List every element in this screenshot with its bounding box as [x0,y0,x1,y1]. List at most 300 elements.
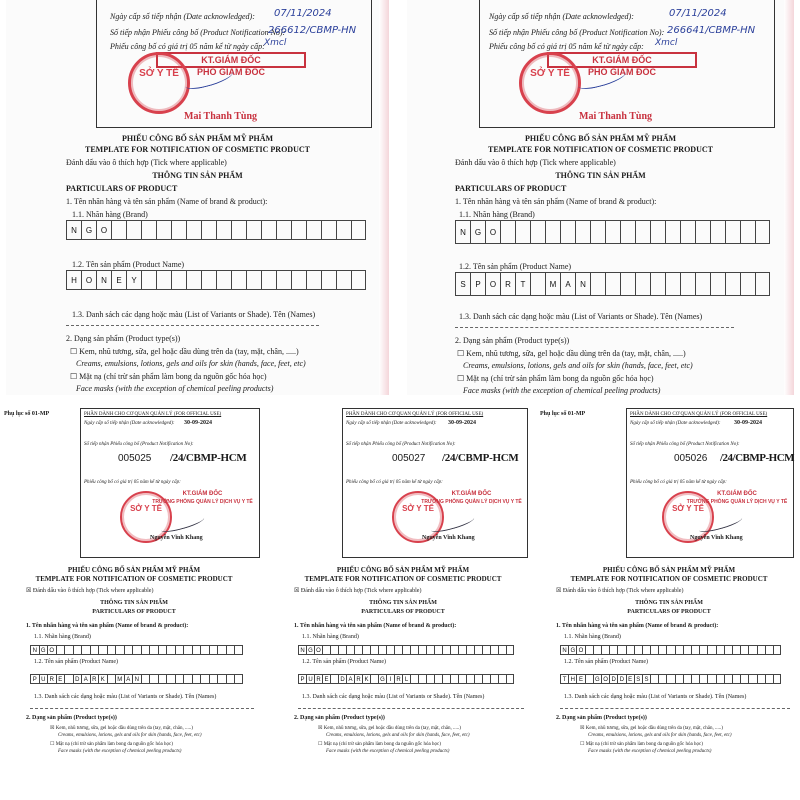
letter-box [680,272,695,296]
signer-name: Nguyễn Vĩnh Khang [690,535,743,541]
letter-box [765,674,773,684]
letter-box [141,645,150,655]
letter-box [402,645,410,655]
letter-box [650,272,665,296]
letter-box [192,674,201,684]
letter-box [450,645,458,655]
question-2: 2. Dạng sản phẩm (Product type(s)) [556,715,647,721]
letter-box: G [378,674,386,684]
validity-label: Phiếu công bố có giá trị 05 năm kể từ ngày cấp: [630,480,727,485]
letter-box [732,645,740,655]
validity-label: Phiếu công bố có giá trị 05 năm kể từ ngày cấp: [84,480,181,485]
letter-box [141,220,156,240]
letter-box [500,220,515,244]
letter-box [601,645,609,655]
type-cream-vi: ☒ Kem, nhũ tương, sữa, gel hoặc dầu dùng trên da (tay, mặt, chân, .....) [318,726,461,731]
question-1: 1. Tên nhãn hàng và tên sản phẩm (Name of brand & product): [294,623,457,629]
form-title-vi: PHIẾU CÔNG BỐ SẢN PHẨM MỸ PHẨM [336,566,470,574]
letter-box: P [470,272,485,296]
letter-box [530,220,545,244]
signer-name: Nguyễn Vĩnh Khang [422,535,475,541]
letter-box [200,645,209,655]
product-name-label: 1.2. Tên sản phẩm (Product Name) [564,659,649,665]
letter-box [695,272,710,296]
letter-box: D [609,674,617,684]
letter-box [90,645,99,655]
letter-box: N [66,220,81,240]
type-mask-vi: ☐ Mặt nạ (chỉ trừ sản phẩm làm bong da nguồn gốc hóa học) [318,742,441,747]
type-cream-vi: ☒ Kem, nhũ tương, sữa, gel hoặc dầu dùng trên da (tay, mặt, chân, .....) [580,726,723,731]
letter-box [695,220,710,244]
letter-box [56,645,65,655]
letter-box [132,645,141,655]
type-cream-en: Creams, emulsions, lotions, gels and oils for skin (hands, face, feet, etc) [76,359,306,368]
letter-box [665,220,680,244]
type-cream-en: Creams, emulsions, lotions, gels and oils for skin (hands, face, feet, etc) [588,733,732,738]
letter-box [498,645,506,655]
letter-box [458,645,466,655]
letter-box: R [354,674,362,684]
letter-box [699,674,707,684]
letter-box: S [642,674,650,684]
letter-box: O [601,674,609,684]
type-cream-en: Creams, emulsions, lotions, gels and oils for skin (hands, face, feet, etc) [326,733,470,738]
variants-line [455,327,734,328]
number-value: 266641/CBMP-HN [667,25,756,36]
section-title-vi: THÔNG TIN SẢN PHẨM [555,171,646,180]
letter-box [482,645,490,655]
letter-box [666,674,674,684]
letter-box [707,674,715,684]
date-label: Ngày cấp số tiếp nhận (Date acknowledged): [84,421,175,426]
letter-box [585,674,593,684]
letter-box [81,645,90,655]
section-title-en: PARTICULARS OF PRODUCT [92,609,176,615]
letter-box [626,645,634,655]
number-value: 266612/CBMP-HN [268,25,357,36]
letter-box: K [362,674,370,684]
brand-boxes [30,645,243,655]
type-cream-vi: ☐ Kem, nhũ tương, sữa, gel hoặc dầu dùng trên da (tay, mặt, chân, .....) [70,347,299,356]
letter-box: G [470,220,485,244]
letter-box: G [593,674,601,684]
letter-box [658,645,666,655]
letter-box [732,674,740,684]
letter-box [394,645,402,655]
form-title-vi: PHIẾU CÔNG BỐ SẢN PHẨM MỸ PHẨM [121,134,274,143]
letter-box [200,674,209,684]
form-title-vi: PHIẾU CÔNG BỐ SẢN PHẨM MỸ PHẨM [602,566,736,574]
letter-box [276,270,291,290]
letter-box [755,272,770,296]
tick-instruction: Đánh dấu vào ô thích hợp (Tick where applicable) [66,158,227,167]
date-label: Ngày cấp số tiếp nhận (Date acknowledged): [110,12,255,21]
number-value: 005026 [674,453,708,464]
variants-line [560,708,790,709]
tick-instruction: ☒ Đánh dấu vào ô thích hợp (Tick where applicable) [556,588,684,594]
letter-box: N [30,645,39,655]
letter-box: E [111,270,126,290]
form-title-en: TEMPLATE FOR NOTIFICATION OF COSMETIC PRODUCT [570,575,768,583]
date-label: Ngày cấp số tiếp nhận (Date acknowledged): [346,421,437,426]
letter-box [291,220,306,240]
brand-label: 1.1. Nhãn hàng (Brand) [564,634,621,640]
letter-box [322,645,330,655]
question-1: 1. Tên nhãn hàng và tên sản phẩm (Name of brand & product): [455,197,657,206]
number-label: Số tiếp nhận Phiếu công bố (Product Notification No): [346,442,456,447]
section-title-vi: THÔNG TIN SẢN PHẨM [100,600,168,606]
product-name-boxes [560,674,781,684]
letter-box [410,645,418,655]
letter-box [458,674,466,684]
letter-box: M [545,272,560,296]
signer-title-1: KT.GIÁM ĐỐC [451,491,492,497]
type-mask-en: Face masks (with the exception of chemical peeling products) [326,749,450,754]
letter-box: U [306,674,314,684]
letter-box [434,645,442,655]
letter-box [740,220,755,244]
letter-box [691,645,699,655]
product-name-label: 1.2. Tên sản phẩm (Product Name) [459,262,572,271]
type-mask-vi: ☐ Mặt nạ (chỉ trừ sản phẩm làm bong da nguồn gốc hóa học) [50,742,173,747]
letter-box [226,674,235,684]
letter-box [748,645,756,655]
letter-box: A [124,674,133,684]
letter-box: U [39,674,48,684]
form-title-en: TEMPLATE FOR NOTIFICATION OF COSMETIC PRODUCT [85,145,310,154]
signer-title-1: KT.GIÁM ĐỐC [182,491,223,497]
letter-box [620,272,635,296]
letter-box: D [617,674,625,684]
letter-box: I [386,674,394,684]
validity-value: Xmcl [264,38,287,48]
question-1: 1. Tên nhãn hàng và tên sản phẩm (Name of brand & product): [26,623,189,629]
letter-box: R [314,674,322,684]
section-title-vi: THÔNG TIN SẢN PHẨM [369,600,437,606]
letter-box: G [81,220,96,240]
letter-box [186,270,201,290]
letter-box [354,645,362,655]
signer-title-2: TRƯỞNG PHÒNG QUẢN LÝ DỊCH VỤ Y TẾ [421,499,522,505]
type-cream-vi: ☒ Kem, nhũ tương, sữa, gel hoặc dầu dùng trên da (tay, mặt, chân, .....) [50,726,193,731]
letter-box [757,645,765,655]
brand-label: 1.1. Nhãn hàng (Brand) [302,634,359,640]
letter-box [740,674,748,684]
letter-box: D [73,674,82,684]
tick-instruction: ☒ Đánh dấu vào ô thích hợp (Tick where applicable) [294,588,422,594]
letter-box [605,272,620,296]
official-use: PHẦN DÀNH CHO CƠ QUAN QUẢN LÝ (FOR OFFICIAL USE) [346,412,484,417]
letter-box [209,645,218,655]
letter-box: G [39,645,48,655]
letter-box [115,645,124,655]
validity-label: Phiếu công bố có giá trị 05 năm kể từ ngày cấp: [489,42,644,51]
variants-label: 1.3. Danh sách các dạng hoặc màu (List of Variants or Shade). Tên (Names) [302,694,485,700]
letter-box [166,645,175,655]
letter-box [330,645,338,655]
validity-label: Phiếu công bố có giá trị 05 năm kể từ ngày cấp: [110,42,265,51]
date-value: 30-09-2024 [448,420,476,426]
question-2: 2. Dạng sản phẩm (Product type(s)) [455,336,570,345]
notification-form-sport-man [407,0,794,395]
letter-box [216,220,231,240]
letter-box: A [81,674,90,684]
letter-box: R [394,674,402,684]
number-suffix: /24/CBMP-HCM [170,452,247,464]
letter-box [64,674,73,684]
form-title-vi: PHIẾU CÔNG BỐ SẢN PHẨM MỸ PHẨM [524,134,677,143]
question-1: 1. Tên nhãn hàng và tên sản phẩm (Name of brand & product): [66,197,268,206]
letter-box: N [560,645,568,655]
signer-title-1: KT.GIÁM ĐỐC [547,52,697,68]
signer-title-1: KT.GIÁM ĐỐC [156,52,306,68]
letter-box [107,674,116,684]
letter-box [261,270,276,290]
type-mask-vi: ☐ Mặt nạ (chỉ trừ sản phẩm làm bong da nguồn gốc hóa học) [70,372,267,381]
letter-box [370,645,378,655]
letter-box: A [560,272,575,296]
page-edge [784,0,794,395]
letter-box: G [306,645,314,655]
letter-box [442,674,450,684]
letter-box [126,220,141,240]
date-value: 07/11/2024 [274,8,332,19]
official-seal [128,52,190,114]
letter-box [192,645,201,655]
tick-instruction: ☒ Đánh dấu vào ô thích hợp (Tick where applicable) [26,588,154,594]
letter-box: O [314,645,322,655]
letter-box [683,645,691,655]
letter-box [291,270,306,290]
brand-boxes [455,220,770,244]
letter-box: K [98,674,107,684]
letter-box: O [576,645,584,655]
appendix-label: Phụ lục số 01-MP [4,411,50,417]
letter-box [650,645,658,655]
letter-box [605,220,620,244]
type-mask-vi: ☐ Mặt nạ (chỉ trừ sản phẩm làm bong da nguồn gốc hóa học) [457,374,654,383]
letter-box [418,645,426,655]
letter-box [111,220,126,240]
letter-box [498,674,506,684]
type-mask-en: Face masks (with the exception of chemical peeling products) [463,386,661,395]
number-label: Số tiếp nhận Phiếu công bố (Product Notification No): [84,442,194,447]
letter-box [141,270,156,290]
validity-value: Xmcl [655,38,678,48]
letter-box [474,674,482,684]
letter-box: H [66,270,81,290]
form-title-en: TEMPLATE FOR NOTIFICATION OF COSMETIC PRODUCT [488,145,713,154]
number-label: Số tiếp nhận Phiếu công bố (Product Notification No): [630,442,740,447]
number-value: 005025 [118,453,152,464]
letter-box [765,645,773,655]
letter-box [351,220,366,240]
number-value: 005027 [392,453,426,464]
type-cream-en: Creams, emulsions, lotions, gels and oils for skin (hands, face, feet, etc) [58,733,202,738]
date-label: Ngày cấp số tiếp nhận (Date acknowledged): [489,12,634,21]
letter-box [175,674,184,684]
letter-box [609,645,617,655]
letter-box [740,645,748,655]
letter-box: R [500,272,515,296]
seal-text: SỞ Y TẾ [530,68,570,79]
letter-box [156,270,171,290]
letter-box: N [575,272,590,296]
letter-box [466,645,474,655]
variants-line [66,325,319,326]
letter-box [231,270,246,290]
letter-box [590,220,605,244]
type-mask-en: Face masks (with the exception of chemical peeling products) [58,749,182,754]
letter-box: O [485,220,500,244]
letter-box [658,674,666,684]
letter-box [209,674,218,684]
letter-box [246,220,261,240]
letter-box [330,674,338,684]
letter-box: R [90,674,99,684]
signer-title-1: KT.GIÁM ĐỐC [717,491,757,497]
letter-box [426,645,434,655]
product-name-label: 1.2. Tên sản phẩm (Product Name) [72,260,185,269]
letter-box: N [96,270,111,290]
letter-box [724,645,732,655]
number-label: Số tiếp nhận Phiếu công bố (Product Notification No): [489,28,665,37]
letter-box [642,645,650,655]
letter-box [716,645,724,655]
letter-box [490,645,498,655]
letter-box [482,674,490,684]
letter-box [650,674,658,684]
letter-box [593,645,601,655]
signer-name: Mai Thanh Tùng [184,111,258,122]
letter-box [378,645,386,655]
letter-box: M [115,674,124,684]
signer-name: Mai Thanh Tùng [579,111,653,122]
official-seal [519,52,581,114]
letter-box: T [560,674,568,684]
letter-box [216,270,231,290]
seal-text: SỞ Y TẾ [672,504,704,513]
letter-box: E [322,674,330,684]
letter-box [773,674,781,684]
letter-box [716,674,724,684]
letter-box [680,220,695,244]
variants-label: 1.3. Danh sách các dạng hoặc màu (List of Variants or Shade). Tên (Names) [564,694,747,700]
letter-box [201,220,216,240]
letter-box [346,645,354,655]
letter-box [707,645,715,655]
letter-box: D [338,674,346,684]
letter-box [149,674,158,684]
date-value: 30-09-2024 [184,420,212,426]
letter-box [386,645,394,655]
seal-text: SỞ Y TẾ [130,504,162,513]
letter-box [158,674,167,684]
letter-box [620,220,635,244]
letter-box [691,674,699,684]
letter-box [515,220,530,244]
product-name-boxes [66,270,366,290]
date-value: 07/11/2024 [669,8,727,19]
letter-box: G [568,645,576,655]
letter-box [683,674,691,684]
letter-box: H [568,674,576,684]
signer-title-2: PHÓ GIÁM ĐỐC [587,67,656,77]
number-label: Số tiếp nhận Phiếu công bố (Product Notification No): [110,28,286,37]
letter-box [665,272,680,296]
letter-box [506,645,514,655]
product-name-boxes [455,272,770,296]
number-suffix: /24/CBMP-HCM [442,452,519,464]
letter-box [575,220,590,244]
letter-box [217,674,226,684]
form-title-vi: PHIẾU CÔNG BỐ SẢN PHẨM MỸ PHẨM [67,566,201,574]
letter-box [234,645,243,655]
letter-box [585,645,593,655]
product-name-label: 1.2. Tên sản phẩm (Product Name) [34,659,119,665]
signer-name: Nguyễn Vĩnh Khang [150,535,203,541]
notification-form-the-goddess [538,403,800,800]
official-use: PHẦN DÀNH CHO CƠ QUAN QUẢN LÝ (FOR OFFICIAL USE) [630,412,768,417]
section-title-en: PARTICULARS OF PRODUCT [455,184,567,193]
letter-box: O [485,272,500,296]
page-edge [379,0,389,395]
letter-box [740,272,755,296]
date-value: 30-09-2024 [734,420,762,426]
form-title-en: TEMPLATE FOR NOTIFICATION OF COSMETIC PRODUCT [35,575,233,583]
letter-box [261,220,276,240]
letter-box [158,645,167,655]
letter-box [590,272,605,296]
brand-boxes [66,220,366,240]
seal-text: SỞ Y TẾ [402,504,434,513]
variants-label: 1.3. Danh sách các dạng hoặc màu (List of Variants or Shade). Tên (Names) [459,312,703,321]
letter-box [666,645,674,655]
letter-box [710,220,725,244]
letter-box [506,674,514,684]
section-title-en: PARTICULARS OF PRODUCT [361,609,445,615]
letter-box [545,220,560,244]
type-mask-en: Face masks (with the exception of chemical peeling products) [588,749,712,754]
letter-box [166,674,175,684]
variants-label: 1.3. Danh sách các dạng hoặc màu (List of Variants or Shade). Tên (Names) [72,310,316,319]
seal-text: SỞ Y TẾ [139,68,179,79]
letter-box: Y [126,270,141,290]
letter-box: T [515,272,530,296]
letter-box [175,645,184,655]
letter-box [73,645,82,655]
letter-box: O [81,270,96,290]
letter-box [370,674,378,684]
letter-box: P [30,674,39,684]
letter-box [474,645,482,655]
letter-box [276,220,291,240]
letter-box [725,272,740,296]
variants-line [298,708,524,709]
letter-box [336,220,351,240]
signer-title-2: TRƯỞNG PHÒNG QUẢN LÝ DỊCH VỤ Y TẾ [152,499,253,505]
letter-box [724,674,732,684]
question-1: 1. Tên nhãn hàng và tên sản phẩm (Name of brand & product): [556,623,719,629]
signer-title-2: TRƯỞNG PHÒNG QUẢN LÝ DỊCH VỤ Y TẾ [686,499,788,505]
letter-box [234,674,243,684]
letter-box [246,270,261,290]
letter-box [64,645,73,655]
letter-box [306,220,321,240]
notification-form-pure-dark-man [0,403,268,800]
letter-box [338,645,346,655]
letter-box [530,272,545,296]
